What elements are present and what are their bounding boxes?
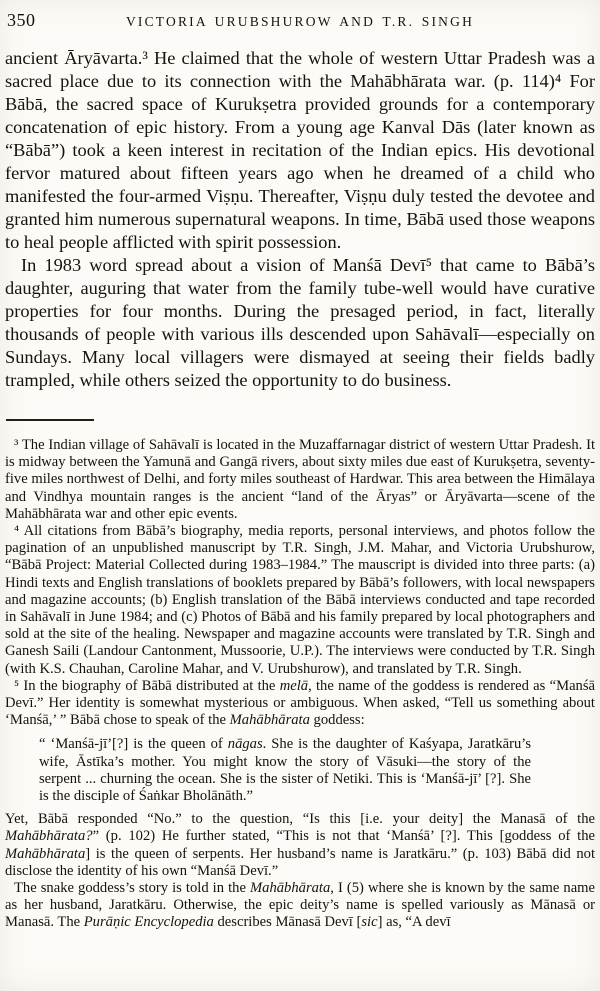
running-header: VICTORIA URUBSHUROW AND T.R. SINGH [125,14,475,29]
footnote-5-final-paragraph: The snake goddess’s story is told in the Mahābhārata, I (5) where she is known by the same name as her husband, Jaratkāru. Otherwise, the epic deity’s name is spelled variously as Mānasā or Manasā. The Purāṇic Encyclopedia describes Mānasā Devī [sic] as, “A devī [5,880,596,931]
page-number: 350 [7,10,36,30]
footnote-5-continuation: Yet, Bābā responded “No.” to the question, “Is this [i.e. your deity] the Manasā of the Mahābhārata?” (p. 102) He further stated, “This is not that ‘Manśā’ [?]. This [goddess of the Mahābhārata] is the queen of serpents. Her husband’s name is Jaratkāru.” (p. 103) Bābā did not disclose the identity of his own “Manśā Devī.” [5,811,595,879]
page-header [5,10,595,36]
footnote-4: ⁴ All citations from Bābā’s biography, media reports, personal interviews, and photos follow the pagination of an unpublished manuscript by T.R. Singh, J.M. Mahar, and Victoria Urubshurow, “Bābā Project: Material Collected during 1983–1984.” The mauscript is divided into three parts: (a) Hindi texts and English translations of booklets prepared by Bābā’s followers, with local newspapers and magazine accounts; (b) English translation of the Bābā interviews conducted and tape recorded in Sahāvalī in June 1984; and (c) Photos of Bābā and his family prepared by local photographers and sold at the site of the healing. Newspaper and magazine accounts were translated by T.R. Singh and Ganesh Saili (Landour Cantonment, Mussoorie, U.P.). The interviews were conducted by T.R. Singh (with K.S. Chauhan, Caroline Mahar, and V. Urubshurow), and translated by T.R. Singh. [5,523,595,677]
footnote-3: ³ The Indian village of Sahāvalī is located in the Muzaffarnagar district of western Uttar Pradesh. It is midway between the Yamunā and Gangā rivers, about sixty miles due east of Kurukṣetra, seventy-five miles northwest of Delhi, and forty miles southeast of Hardwar. This area between the Himālaya and Vindhya mountain ranges is the ancient “land of the Āryas” or Āryāvarta—scene of the Mahābhārata war and other epic events. [5,437,595,522]
footnotes-section [5,437,595,932]
footnote-separator-rule [6,419,94,421]
footnote-5-intro: ⁵ In the biography of Bābā distributed at the melā, the name of the goddess is rendered as “Manśā Devī.” Her identity is somewhat mysterious or ambiguous. When asked, “Tell us something about ‘Manśā,’ ” Bābā chose to speak of the Mahābhārata goddess: [5,677,596,729]
body-paragraph-1: ancient Āryāvarta.³ He claimed that the whole of western Uttar Pradesh was a sacred place due to its connection with the Mahābhārata war. (p. 114)⁴ For Bābā, the sacred space of Kurukṣetra provided grounds for a contemporary concatenation of epic history. From a young age Kanval Dās (later known as “Bābā”) took a keen interest in recitation of the Indian epics. His devotional fervor matured about fifteen years ago when he dreamed of a child who manifested the four-armed Viṣṇu. Thereafter, Viṣṇu duly tested the devotee and granted him numerous supernatural weapons. In time, Bābā used those weapons to heal people afflicted with spirit possession. [5,48,595,252]
footnote-5-blockquote: “ ‘Manśā-jī’[?] is the queen of nāgas. She is the daughter of Kaśyapa, Jaratkāru’s wife, Āstīka’s mother. You might know the story of Vāsuki—the story of the serpent ... churning the ocean. She is the sister of Netiki. This is ‘Manśā-jī’ [?]. She is the disciple of Śaṅkar Bholānāth.” [39,736,531,805]
main-text [5,47,595,392]
body-paragraph-2: In 1983 word spread about a vision of Manśā Devī⁵ that came to Bābā’s daughter, auguring that water from the family tube-well would have curative properties for four months. During the presaged period, in fact, literally thousands of people with various ills descended upon Sahāvalī—especially on Sundays. Many local villagers were dismayed at seeing their fields badly trampled, while others seized the opportunity to do business. [5,255,595,390]
